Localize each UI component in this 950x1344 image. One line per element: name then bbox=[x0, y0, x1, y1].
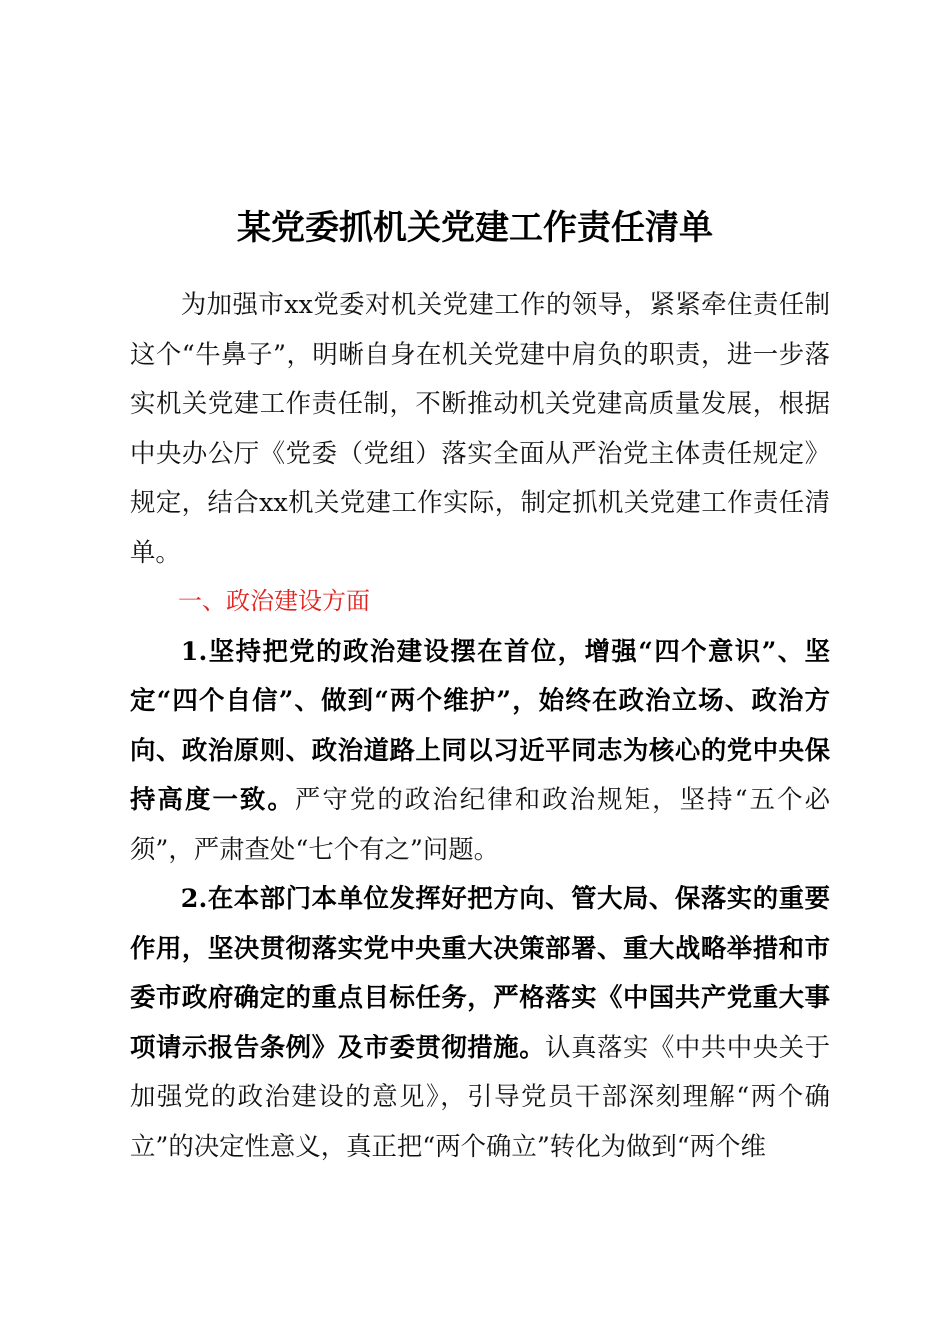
document-title: 某党委抓机关党建工作责任清单 bbox=[237, 208, 713, 248]
item-2-paragraph bbox=[130, 874, 830, 1171]
item-1-bold-text: 1.坚持把党的政治建设摆在首位，增强“四个意识”、坚定“四个自信”、做到“两个维护”，始终在政治立场、政治方向、政治原则、政治道路上同以习近平同志为核心的党中央保持高度一致。 bbox=[130, 635, 830, 814]
item-1-text: 严守党的政治纪律和政治规矩，坚持“五个必须”，严肃查处“七个有之”问题。 bbox=[130, 784, 831, 864]
item-2-bold-text: 2.在本部门本单位发挥好把方向、管大局、保落实的重要作用，坚决贯彻落实党中央重大决策部署、重大战略举措和市委市政府确定的重点目标任务，严格落实《中国共产党重大事项请示报告条例》及市委贯彻措施。 bbox=[130, 883, 830, 1062]
item-1-paragraph bbox=[130, 627, 830, 875]
document-body bbox=[130, 280, 830, 1171]
item-2-text: 认真落实《中共中央关于加强党的政治建设的意见》，引导党员干部深刻理解“两个确立”的决定性意义，真正把“两个确立”转化为做到“两个维 bbox=[130, 1031, 831, 1161]
intro-paragraph: 为加强市xx党委对机关党建工作的领导，紧紧牵住责任制这个“牛鼻子”，明晰自身在机关党建中肩负的职责，进一步落实机关党建工作责任制，不断推动机关党建高质量发展，根据中央办公厅《党委（党组）落实全面从严治党主体责任规定》规定，结合xx机关党建工作实际，制定抓机关党建工作责任清单。 bbox=[130, 289, 830, 567]
section-heading-political: 一、政治建设方面 bbox=[178, 587, 370, 615]
